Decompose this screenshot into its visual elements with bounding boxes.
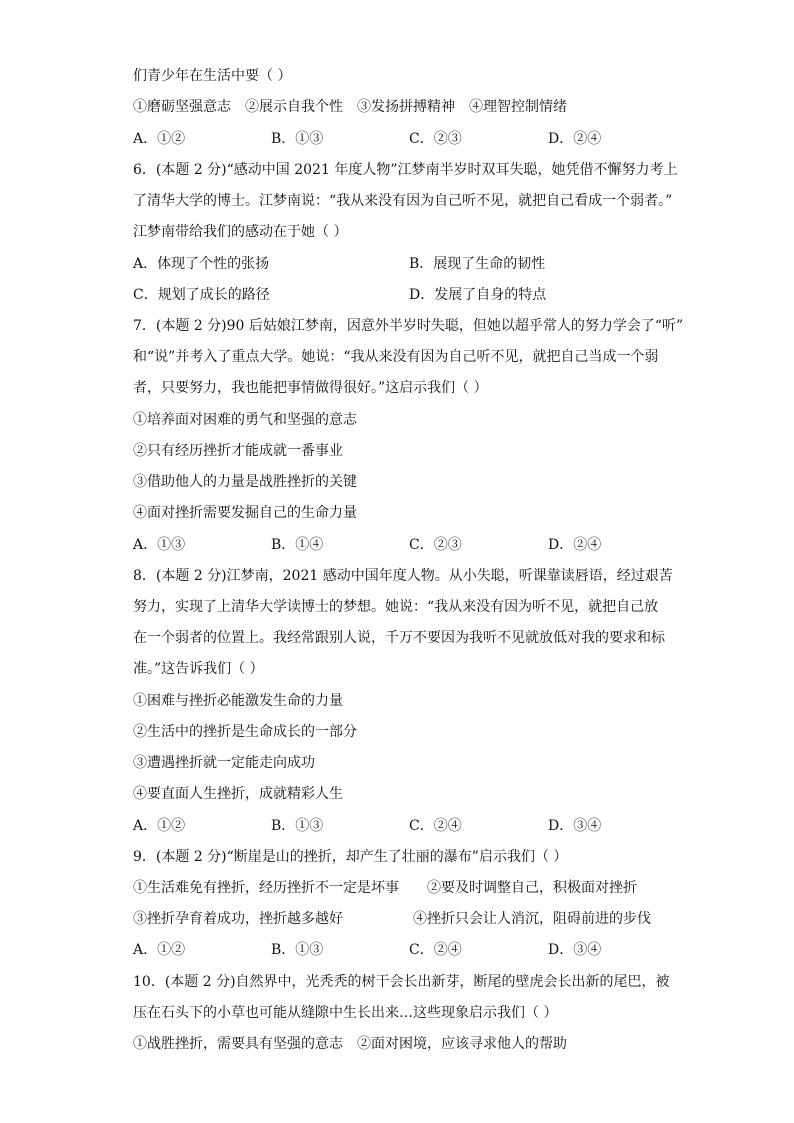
q6-option-d: D．发展了自身的特点 — [409, 287, 547, 303]
q10-stem-line-2: 压在石头下的小草也可能从缝隙中生长出来…这些现象启示我们（ ） — [133, 1005, 558, 1021]
q7-option-a: A．①③ — [133, 537, 186, 553]
q10-statements-1-2: ①战胜挫折，需要具有坚强的意志 ②面对困境，应该寻求他人的帮助 — [133, 1036, 567, 1052]
q9-statements-1-2: ①生活难免有挫折，经历挫折不一定是坏事 ②要及时调整自己，积极面对挫折 — [133, 880, 637, 896]
q9-option-d: D．③④ — [548, 942, 602, 958]
q8-stem-line-2: 努力，实现了上清华大学读博士的梦想。她说：“我从来没有因为听不见，就把自己放 — [133, 599, 659, 615]
q7-option-c: C．②③ — [409, 537, 462, 553]
q9-option-a: A．①② — [133, 942, 186, 958]
q5-option-c: C．②③ — [409, 131, 462, 147]
q8-option-a: A．①② — [133, 818, 186, 834]
q6-stem-line-1: 6．(本题 2 分)“感动中国 2021 年度人物”江梦南半岁时双耳失聪，她凭借不懈努力考上 — [133, 162, 678, 178]
q6-stem-line-2: 了清华大学的博士。江梦南说：“我从来没有因为自己听不见，就把自己看成一个弱者。” — [133, 193, 673, 209]
q8-option-b: B．①③ — [271, 818, 324, 834]
q7-statement-4: ④面对挫折需要发掘自己的生命力量 — [133, 505, 357, 521]
q5-statements: ①磨砺坚强意志 ②展示自我个性 ③发扬拼搏精神 ④理智控制情绪 — [133, 99, 567, 115]
q6-option-b: B．展现了生命的韧性 — [409, 256, 546, 272]
q6-option-c: C．规划了成长的路径 — [133, 287, 270, 303]
q8-option-d: D．③④ — [548, 818, 602, 834]
q7-stem-line-3: 者，只要努力，我也能把事情做得很好。”这启示我们（ ） — [133, 380, 488, 396]
q5-option-a: A．①② — [133, 131, 186, 147]
q5-option-d: D．②④ — [548, 131, 602, 147]
q8-stem-line-1: 8．(本题 2 分)江梦南，2021 感动中国年度人物。从小失聪，听课靠读唇语，经过艰苦 — [133, 568, 673, 584]
q9-option-b: B．①③ — [271, 942, 324, 958]
q7-statement-2: ②只有经历挫折才能成就一番事业 — [133, 443, 343, 459]
q8-stem-line-3: 在一个弱者的位置上。我经常跟别人说，千万不要因为我听不见就放低对我的要求和标 — [133, 630, 665, 646]
q8-statement-4: ④要直面人生挫折，成就精彩人生 — [133, 786, 343, 802]
q9-stem: 9．(本题 2 分)“断崖是山的挫折，却产生了壮丽的瀑布”启示我们（ ） — [133, 849, 568, 865]
q6-option-a: A．体现了个性的张扬 — [133, 256, 270, 272]
q7-option-b: B．①④ — [271, 537, 324, 553]
q7-statement-3: ③借助他人的力量是战胜挫折的关键 — [133, 474, 357, 490]
q8-statement-2: ②生活中的挫折是生命成长的一部分 — [133, 724, 357, 740]
q5-stem-end: 们青少年在生活中要（ ） — [133, 68, 292, 84]
q9-option-c: C．②④ — [409, 942, 462, 958]
q10-stem-line-1: 10．(本题 2 分)自然界中，光秃秃的树干会长出新芽，断尾的壁虎会长出新的尾巴，被 — [133, 974, 670, 990]
q5-option-b: B．①③ — [271, 131, 324, 147]
q8-statement-3: ③遭遇挫折就一定能走向成功 — [133, 755, 315, 771]
q8-stem-line-4: 准。”这告诉我们（ ） — [133, 661, 264, 677]
q7-statement-1: ①培养面对困难的勇气和坚强的意志 — [133, 412, 357, 428]
q6-stem-line-3: 江梦南带给我们的感动在于她（ ） — [133, 224, 348, 240]
q8-statement-1: ①困难与挫折必能激发生命的力量 — [133, 693, 343, 709]
q7-option-d: D．②④ — [548, 537, 602, 553]
q7-stem-line-1: 7．(本题 2 分)90 后姑娘江梦南，因意外半岁时失聪，但她以超乎常人的努力学会了“听” — [133, 318, 684, 334]
q7-stem-line-2: 和“说”并考入了重点大学。她说：“我从来没有因为自己听不见，就把自己当成一个弱 — [133, 349, 659, 365]
q8-option-c: C．②④ — [409, 818, 462, 834]
q9-statements-3-4: ③挫折孕育着成功，挫折越多越好 ④挫折只会让人消沉，阻碍前进的步伐 — [133, 911, 651, 927]
